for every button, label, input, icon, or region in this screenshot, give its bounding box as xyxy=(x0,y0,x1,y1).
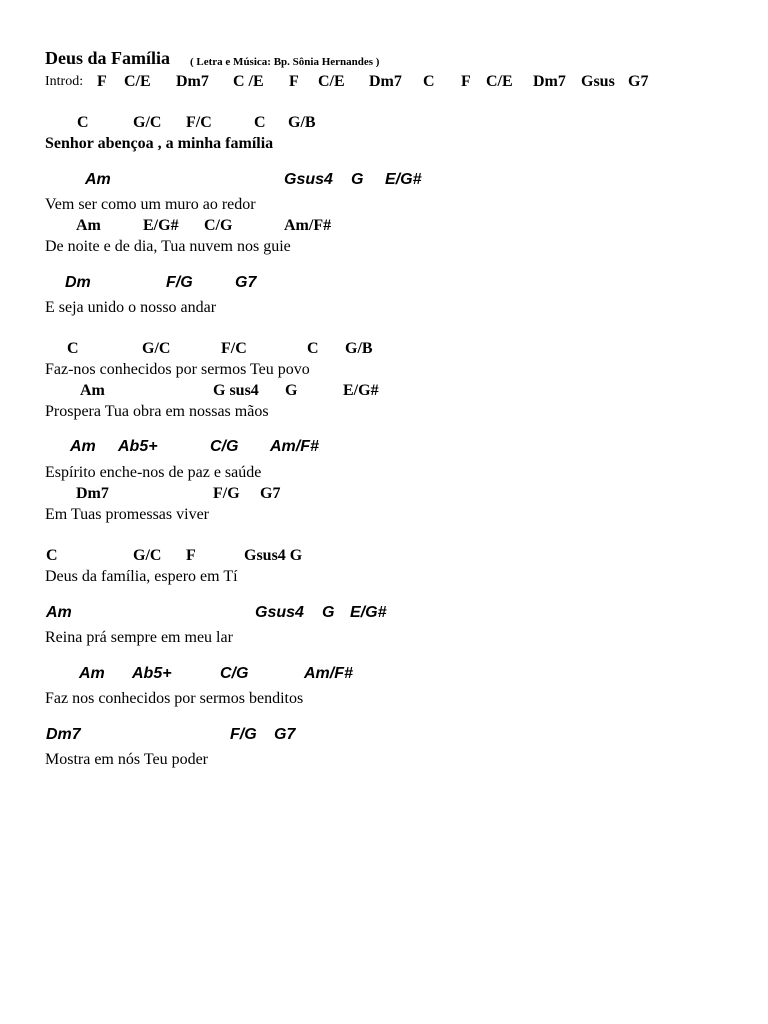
chord: Am/F# xyxy=(270,438,319,455)
chord: F/C xyxy=(221,340,247,357)
chord: G sus4 xyxy=(213,382,259,399)
chord-line xyxy=(0,113,768,135)
chord-line xyxy=(0,546,768,568)
chord: Dm7 xyxy=(76,485,109,502)
chord: Am xyxy=(79,665,105,682)
chord: G/C xyxy=(133,114,162,131)
chord-line xyxy=(0,484,768,506)
chord: C xyxy=(67,340,79,357)
lyric-line xyxy=(0,195,768,217)
chord: F xyxy=(186,547,196,564)
intro-chord: F xyxy=(461,73,471,90)
lyric-line xyxy=(0,237,768,259)
chord: Am xyxy=(46,604,72,621)
chord: C/G xyxy=(220,665,249,682)
lyric-line xyxy=(0,750,768,772)
lyric-line xyxy=(0,134,768,156)
chord-line xyxy=(0,664,768,686)
intro-label: Introd: xyxy=(45,74,84,89)
lyric-line xyxy=(0,567,768,589)
intro-chord: Dm7 xyxy=(369,73,402,90)
chord: Dm xyxy=(65,274,91,291)
chord: F/G xyxy=(213,485,240,502)
chord: E/G# xyxy=(143,217,179,234)
lyric-line xyxy=(0,505,768,527)
chord: G/C xyxy=(133,547,162,564)
lyric-text: Reina prá sempre em meu lar xyxy=(45,629,233,646)
intro-chord: Dm7 xyxy=(176,73,209,90)
lyric-text: Faz-nos conhecidos por sermos Teu povo xyxy=(45,361,310,378)
chord: G xyxy=(322,604,335,621)
chord: G/C xyxy=(142,340,171,357)
chord: C/G xyxy=(210,438,239,455)
chord: F/G xyxy=(166,274,193,291)
intro-chord: C/E xyxy=(486,73,513,90)
intro-row xyxy=(0,72,768,94)
lyric-text: Espírito enche-nos de paz e saúde xyxy=(45,464,262,481)
chord: Dm7 xyxy=(46,726,81,743)
chord: G xyxy=(285,382,298,399)
intro-chord: F xyxy=(97,73,107,90)
chord: G7 xyxy=(235,274,257,291)
lyric-line xyxy=(0,689,768,711)
lyric-line xyxy=(0,628,768,650)
lyric-text: Faz nos conhecidos por sermos benditos xyxy=(45,690,304,707)
lyric-text: Senhor abençoa , a minha família xyxy=(45,135,274,152)
chord: Gsus4 xyxy=(255,604,304,621)
chord: Ab5+ xyxy=(118,438,158,455)
chord: G xyxy=(351,171,364,188)
lyric-text: Vem ser como um muro ao redor xyxy=(45,196,256,213)
intro-chord: C/E xyxy=(124,73,151,90)
title-row xyxy=(0,50,768,72)
chord: E/G# xyxy=(350,604,387,621)
chord: Am xyxy=(85,171,111,188)
lyric-line xyxy=(0,463,768,485)
chord: G7 xyxy=(260,485,281,502)
intro-chord: C xyxy=(423,73,435,90)
chord-line xyxy=(0,603,768,625)
chord: C xyxy=(77,114,89,131)
chord: C/G xyxy=(204,217,233,234)
chord-line xyxy=(0,170,768,192)
chord-line xyxy=(0,381,768,403)
chord: Am xyxy=(76,217,101,234)
lyric-text: De noite e de dia, Tua nuvem nos guie xyxy=(45,238,291,255)
intro-chord: C /E xyxy=(233,73,264,90)
chord: E/G# xyxy=(343,382,379,399)
lyric-text: Deus da família, espero em Tí xyxy=(45,568,238,585)
chord-line xyxy=(0,339,768,361)
intro-chord: Dm7 xyxy=(533,73,566,90)
chord: Am/F# xyxy=(284,217,332,234)
lyric-text: Em Tuas promessas viver xyxy=(45,506,209,523)
song-credit: ( Letra e Música: Bp. Sônia Hernandes ) xyxy=(190,56,380,68)
chord: C xyxy=(307,340,319,357)
intro-chord: F xyxy=(289,73,299,90)
chord: Gsus4 xyxy=(284,171,333,188)
chord-line xyxy=(0,273,768,295)
intro-chord: Gsus xyxy=(581,73,615,90)
chord: Gsus4 G xyxy=(244,547,303,564)
chord: G7 xyxy=(274,726,296,743)
lyric-line xyxy=(0,402,768,424)
chord: E/G# xyxy=(385,171,422,188)
lyric-text: E seja unido o nosso andar xyxy=(45,299,217,316)
chord: F/C xyxy=(186,114,212,131)
lyric-line xyxy=(0,298,768,320)
song-title: Deus da Família xyxy=(45,48,171,68)
chord: C xyxy=(254,114,266,131)
chord: G/B xyxy=(345,340,373,357)
chord: Am xyxy=(70,438,96,455)
chord: Ab5+ xyxy=(132,665,172,682)
chord: F/G xyxy=(230,726,257,743)
chord: C xyxy=(46,547,58,564)
chord-line xyxy=(0,725,768,747)
chord-line xyxy=(0,437,768,459)
lyric-text: Mostra em nós Teu poder xyxy=(45,751,208,768)
intro-chord: C/E xyxy=(318,73,345,90)
lyric-line xyxy=(0,360,768,382)
chord: Am xyxy=(80,382,105,399)
chord: Am/F# xyxy=(304,665,353,682)
intro-chord: G7 xyxy=(628,73,649,90)
chord: G/B xyxy=(288,114,316,131)
lyric-text: Prospera Tua obra em nossas mãos xyxy=(45,403,269,420)
chord-line xyxy=(0,216,768,238)
